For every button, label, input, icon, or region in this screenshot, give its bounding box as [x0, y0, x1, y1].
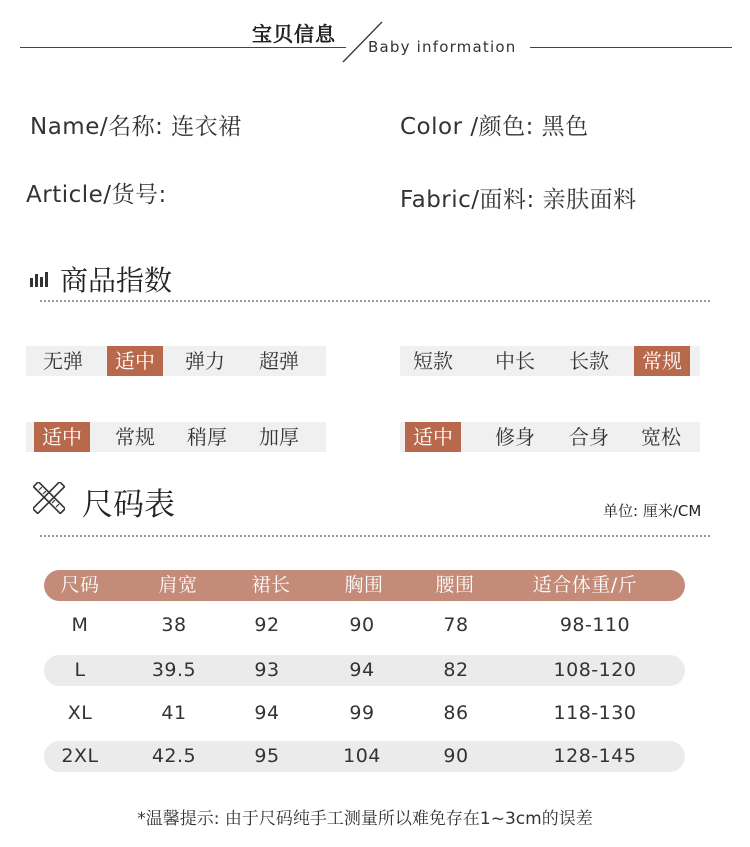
length-scale: [400, 346, 700, 376]
cell-length: 93: [254, 659, 280, 681]
header-title-cn: 宝贝信息: [252, 22, 336, 46]
cell-length: 94: [254, 702, 280, 724]
fit-option-fitted: 合身: [569, 425, 609, 449]
length-option-mid: 中长: [495, 349, 535, 373]
thickness-scale: [26, 422, 326, 452]
cell-length: 92: [254, 614, 280, 636]
length-option-regular: 常规: [634, 346, 690, 376]
cell-waist: 90: [443, 745, 469, 767]
index-section-divider: [40, 300, 710, 302]
size-section-title: 尺码表: [82, 487, 175, 523]
elasticity-option-elastic: 弹力: [185, 349, 225, 373]
elasticity-option-none: 无弹: [43, 349, 83, 373]
cell-bust: 99: [349, 702, 375, 724]
fit-option-loose: 宽松: [641, 425, 681, 449]
measurement-footnote: *温馨提示: 由于尺码纯手工测量所以难免存在1~3cm的误差: [137, 809, 593, 829]
ruler-pencil-icon: [33, 482, 65, 514]
header-rule-right: [530, 47, 732, 48]
thickness-option-medium: 适中: [34, 422, 90, 452]
cell-size: M: [71, 614, 89, 636]
info-name: Name/名称: 连衣裙: [30, 114, 242, 140]
cell-weight: 108-120: [553, 659, 637, 681]
cell-bust: 90: [349, 614, 375, 636]
cell-shoulder: 41: [161, 702, 187, 724]
cell-bust: 104: [343, 745, 381, 767]
header-cell-shoulder: 肩宽: [158, 574, 198, 596]
cell-waist: 86: [443, 702, 469, 724]
thickness-option-regular: 常规: [115, 425, 155, 449]
header-cell-length: 裙长: [251, 574, 291, 596]
cell-weight: 98-110: [559, 614, 631, 636]
size-section-divider: [40, 535, 710, 537]
fit-option-medium: 适中: [405, 422, 461, 452]
fit-option-slim: 修身: [495, 425, 535, 449]
cell-shoulder: 42.5: [151, 745, 197, 767]
cell-shoulder: 39.5: [151, 659, 197, 681]
thickness-option-thick: 加厚: [259, 425, 299, 449]
cell-size: XL: [67, 702, 93, 724]
bar-chart-icon: [30, 270, 48, 287]
info-color: Color /颜色: 黑色: [400, 114, 589, 140]
header-rule-left: [20, 47, 346, 48]
header-cell-weight: 适合体重/斤: [532, 574, 638, 596]
cell-waist: 78: [443, 614, 469, 636]
info-fabric: Fabric/面料: 亲肤面料: [400, 187, 637, 213]
info-article: Article/货号:: [26, 182, 167, 208]
header-title-en: Baby information: [368, 38, 517, 56]
size-table-header: [44, 570, 685, 601]
cell-size: L: [74, 659, 86, 681]
header-cell-waist: 腰围: [435, 574, 475, 596]
cell-weight: 118-130: [553, 702, 637, 724]
cell-size: 2XL: [61, 745, 99, 767]
cell-bust: 94: [349, 659, 375, 681]
size-unit-label: 单位: 厘米/CM: [603, 502, 702, 520]
fit-scale: [400, 422, 700, 452]
length-option-short: 短款: [413, 349, 453, 373]
cell-length: 95: [254, 745, 280, 767]
length-option-long: 长款: [569, 349, 609, 373]
cell-shoulder: 38: [161, 614, 187, 636]
cell-weight: 128-145: [553, 745, 637, 767]
header-cell-size: 尺码: [60, 574, 100, 596]
header-cell-bust: 胸围: [344, 574, 384, 596]
thickness-option-thicker: 稍厚: [187, 425, 227, 449]
cell-waist: 82: [443, 659, 469, 681]
elasticity-scale: [26, 346, 326, 376]
index-section-title: 商品指数: [60, 264, 173, 297]
elasticity-option-super: 超弹: [259, 349, 299, 373]
elasticity-option-medium: 适中: [107, 346, 163, 376]
